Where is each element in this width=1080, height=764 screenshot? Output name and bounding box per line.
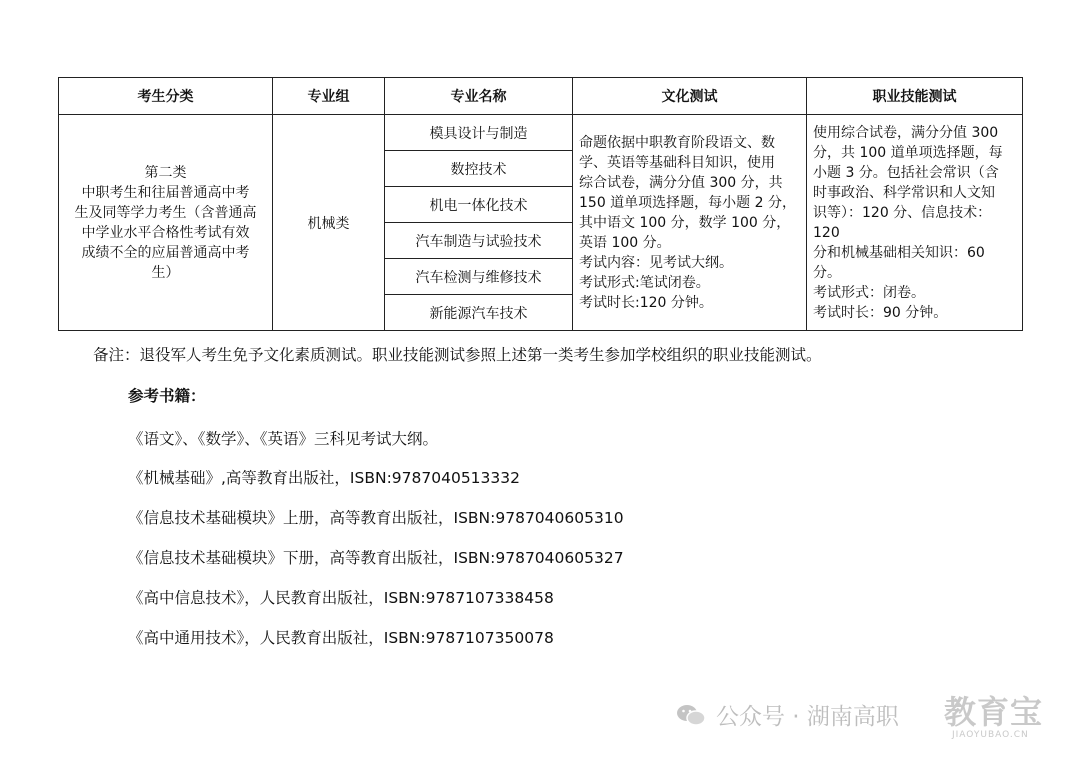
major-cell: 汽车制造与试验技术 <box>385 223 573 259</box>
group-cell: 机械类 <box>273 115 385 331</box>
major-cell: 数控技术 <box>385 151 573 187</box>
wechat-icon <box>676 703 706 727</box>
watermark-text: 公众号 · 湖南高职 <box>716 704 899 730</box>
major-cell: 机电一体化技术 <box>385 187 573 223</box>
header-skill-test: 职业技能测试 <box>807 78 1023 115</box>
major-cell: 汽车检测与维修技术 <box>385 259 573 295</box>
major-cell: 新能源汽车技术 <box>385 295 573 331</box>
category-cell <box>59 115 273 331</box>
major-cell: 模具设计与制造 <box>385 115 573 151</box>
skill-test-text: 使用综合试卷，满分分值 300 分，共 100 道单项选择题，每 小题 3 分。包括社会常识（含 时事政治、科学常识和人文知 识等）：120 分、信息技术：120 分和机械基础相关知识：60 分。 考试形式：闭卷。 考试时长：90 分钟。 <box>813 124 1003 321</box>
exam-table <box>58 77 1023 331</box>
header-group: 专业组 <box>273 78 385 115</box>
reference-item: 《信息技术基础模块》下册，高等教育出版社，ISBN:9787040605327 <box>128 549 624 567</box>
table-row <box>59 115 1023 151</box>
references-title: 参考书籍： <box>128 387 206 405</box>
note-text: 备注：退役军人考生免予文化素质测试。职业技能测试参照上述第一类考生参加学校组织的职业技能测试。 <box>93 346 822 364</box>
watermark <box>676 698 899 731</box>
reference-item: 《语文》、《数学》、《英语》三科见考试大纲。 <box>128 430 439 448</box>
header-culture-test: 文化测试 <box>573 78 807 115</box>
reference-item: 《信息技术基础模块》上册，高等教育出版社，ISBN:9787040605310 <box>128 509 624 527</box>
reference-item: 《高中信息技术》，人民教育出版社，ISBN:9787107338458 <box>128 589 554 607</box>
culture-test-cell <box>573 115 807 331</box>
table-header-row <box>59 78 1023 115</box>
reference-item: 《高中通用技术》，人民教育出版社，ISBN:9787107350078 <box>128 629 554 647</box>
brand-logo: 教育宝 <box>944 693 1044 731</box>
brand-url: JIAOYUBAO.CN <box>952 730 1029 740</box>
reference-item: 《机械基础》,高等教育出版社，ISBN:9787040513332 <box>128 469 520 487</box>
skill-test-cell <box>807 115 1023 331</box>
category-text: 第二类 中职考生和往届普通高中考 生及同等学力考生（含普通高 中学业水平合格性考试有效 成绩不全的应届普通高中考 生） <box>74 164 257 281</box>
culture-test-text: 命题依据中职教育阶段语文、数 学、英语等基础科目知识，使用 综合试卷，满分分值 300 分，共 150 道单项选择题，每小题 2 分， 其中语文 100 分，数学 100 分， 英语 100 分。 考试内容：见考试大纲。 考试形式:笔试闭卷。 考试时长:120 分钟。 <box>579 134 796 311</box>
header-category: 考生分类 <box>59 78 273 115</box>
header-major: 专业名称 <box>385 78 573 115</box>
